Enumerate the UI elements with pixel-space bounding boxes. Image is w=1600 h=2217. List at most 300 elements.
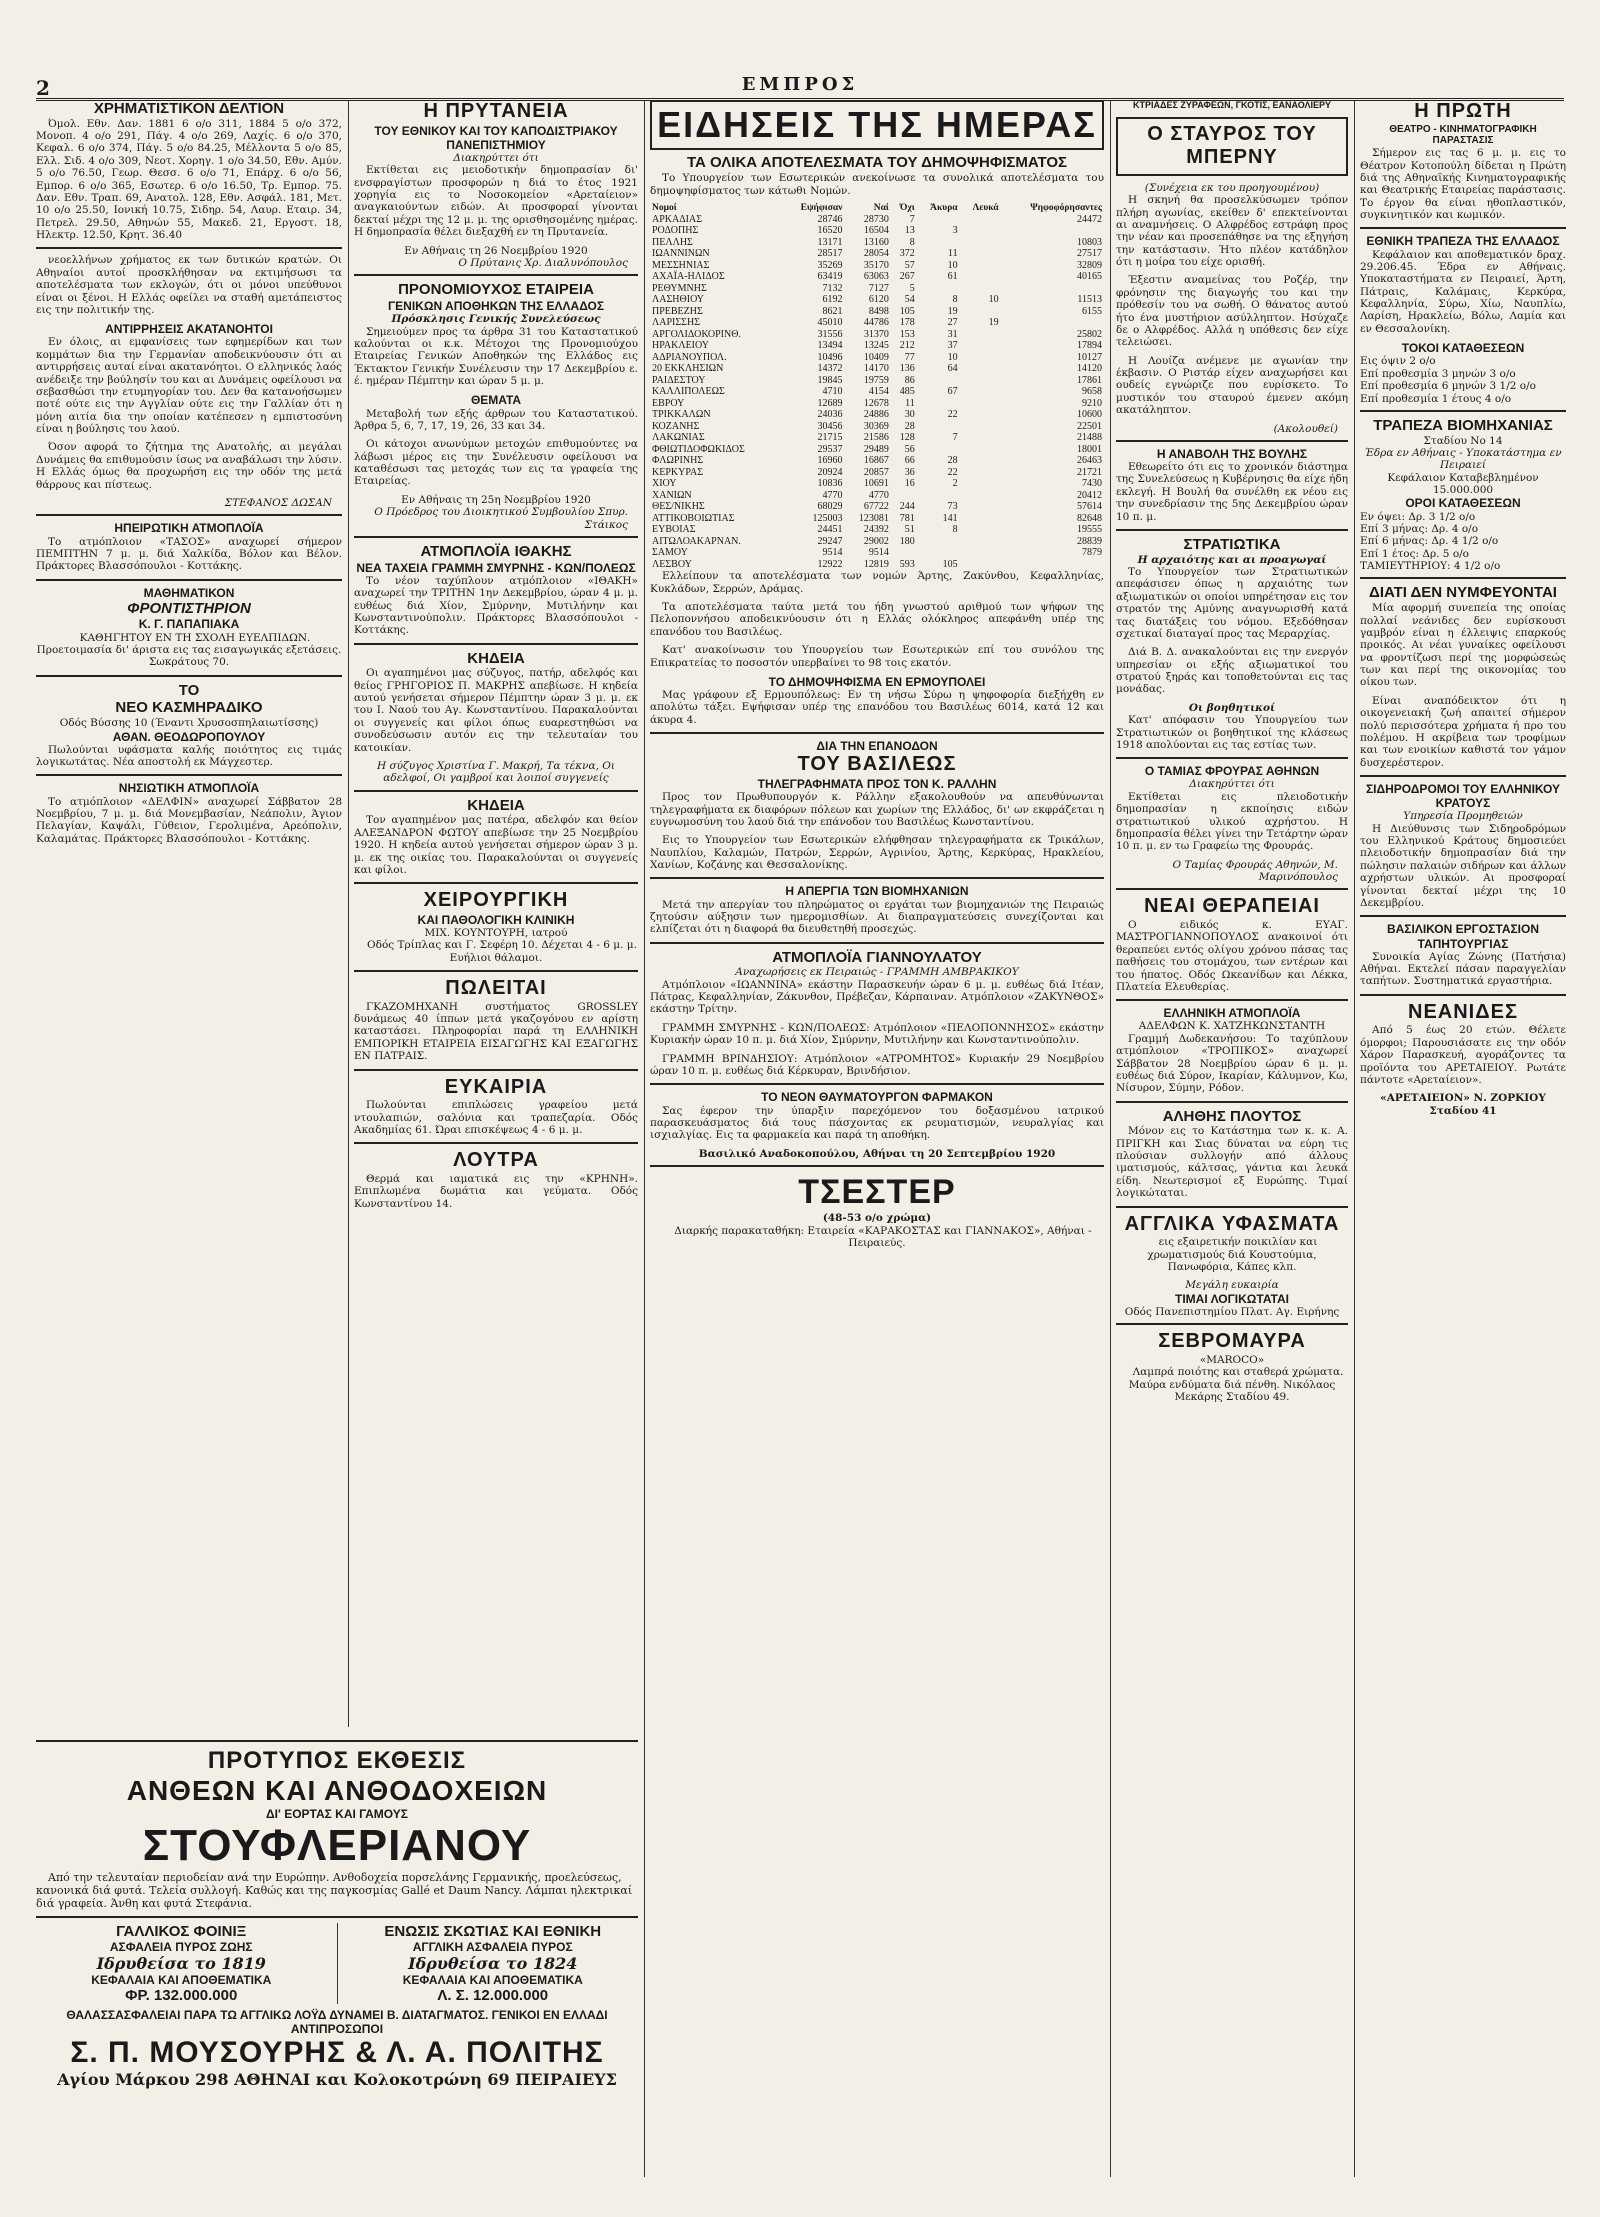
- wealth-title: ΑΛΗΘΗΣ ΠΛΟΥΤΟΣ: [1162, 1107, 1302, 1125]
- table-cell: 25802: [1077, 328, 1102, 340]
- market-text: Όμολ. Εθν. Δαν. 1881 6 ο/ο 311, 1884 5 ο/ο 372, Μονοπ. 4 ο/ο 291, Πάγ. 4 ο/ο 269, Λαχίς. 6 ο/ο 370, Κεφαλ. 6 ο/ο 374, Πάγ. 5 ο/ο 84.25, Μέλλοντα 5 ο/ο 85, Ελλ. Σιδ. 4 ο/ο 309, Νεοτ. Χορηγ. 1 ο/ο 34.50, Εθν. Αμύν. 5 ο/ο 76.50, Γεωρ. Θεσσ. 6 ο/ο 71, Επάρχ. 6 ο/ο 56, Εμπορ. 6 ο/ο 365, Εσωτερ. 6 ο/ο 16.50, Τρ. Εμπορ. 75. Δαν. Εθν. Τραπ. 69, Ανατολ. 128, Εθν. Ασφάλ. 181, Μετ. 10 ο/ο 25.50, Ιονική 10.75, Σιδηρ. 54, Λαυρ. Εταιρ. 34, Πετρελ. 29.50, Αθηνών 55, Μακεδ. 21, Εργοστ. 18, Ηλεκτρ. 12.50, Κρητ. 36.40: [36, 117, 342, 242]
- table-cell: 24036: [817, 409, 843, 421]
- table-cell: 6192: [822, 294, 843, 306]
- table-row: [650, 559, 1104, 571]
- table-cell: 13160: [863, 236, 889, 248]
- ad-kasmir-title: ΤΟ: [178, 681, 200, 699]
- exhibition-title: ΠΡΟΤΥΠΟΣ ΕΚΘΕΣΙΣ: [207, 1747, 467, 1774]
- table-cell: ΜΕΣΣΗΝΙΑΣ: [652, 259, 710, 271]
- table-cell: 12922: [817, 558, 843, 570]
- table-cell: 67: [947, 386, 958, 398]
- table-cell: 19: [947, 305, 958, 317]
- table-cell: 20924: [817, 466, 843, 478]
- table-cell: ΡΑΙΔΕΣΤΟΥ: [652, 374, 706, 386]
- industry-rate: Επί 3 μήνας: Δρ. 4 ο/ο: [1360, 522, 1479, 535]
- fabrics-shop: ΤΙΜΑΙ ΛΟΓΙΚΩΤΑΤΑΙ: [1175, 1291, 1289, 1306]
- rectorate-text: Εκτίθεται εις μειοδοτικήν δημοπρασίαν δι' ενσφραγίστων προσφορών η διά το έτος 1921 χορηγία εις το Νοσοκομείον «Αρεταίειον» αναγκαιούντων ειδών. Αι προσφοραί γίνονται δεκταί μέχρι της 12 μ. μ. της ορισθησομένης ημέρας. Η δημοπρασία θέλει διεξαχθή εν τη Πρυτανεία.: [354, 164, 638, 239]
- table-cell: 10409: [863, 351, 889, 363]
- ad-math-text: ΚΑΘΗΓΗΤΟΥ ΕΝ ΤΗ ΣΧΟΛΗ ΕΥΕΛΠΙΔΩΝ. Προετοιμασία δι' άριστα εις τας εισαγωγικάς εξετάσεις. Σωκράτους 70.: [36, 631, 342, 669]
- funeral-1-family: Η σύζυγος Χριστίνα Γ. Μακρή, Τα τέκνα, Οι αδελφοί, Οι γαμβροί και λοιποί συγγενείς: [376, 759, 616, 785]
- phoenix-sub: ΑΣΦΑΛΕΙΑ ΠΥΡΟΣ ΖΩΗΣ: [109, 1940, 253, 1954]
- column-1: [36, 100, 342, 1727]
- referendum-para-1: Τα αποτελέσματα ταύτα μετά του ήδη γνωστού αριθμού των ψήφων της Πελοποννήσου αποδεικνύουσιν ότι η Ελλάς ολόκληρος απεφάνθη υπέρ της επανόδου του Βασιλέως.: [650, 601, 1104, 638]
- bottom-ads: [36, 1735, 638, 2175]
- table-cell: ΧΙΟΥ: [652, 478, 677, 490]
- table-cell: 10496: [817, 351, 843, 363]
- table-cell: 14170: [863, 363, 889, 375]
- table-cell: 781: [899, 512, 915, 524]
- table-cell: 31556: [817, 328, 843, 340]
- warehouses-sub: ΓΕΝΙΚΩΝ ΑΠΟΘΗΚΩΝ ΤΗΣ ΕΛΛΑΔΟΣ: [387, 298, 605, 313]
- table-cell: 17894: [1077, 340, 1102, 352]
- young-women-sign: «ΑΡΕΤΑΙΕΙΟΝ» Ν. ΖΟΡΚΙΟΥ Σταδίου 41: [1380, 1092, 1546, 1117]
- table-cell: 8: [952, 294, 958, 306]
- treasurer-title: Ο ΤΑΜΙΑΣ ΦΡΟΥΡΑΣ ΑΘΗΝΩΝ: [1144, 764, 1320, 779]
- table-cell: [960, 501, 1001, 513]
- table-cell: [960, 225, 1001, 237]
- warehouses-text: Σημειούμεν προς τα άρθρα 31 του Καταστατικού καλούνται οι κ.κ. Μέτοχοι της Προνομιούχου Εταιρείας Γενικών Αποθηκών της Ελλάδος εις Έκτακτον Γενικήν Συνέλευσιν την 17 Δεκεμβρίου ε. έ. ημέραν Πέμπτην και ώραν 5 μ. μ.: [354, 325, 638, 387]
- table-cell: [960, 214, 1001, 226]
- table-cell: 22: [947, 466, 958, 478]
- table-cell: 5: [909, 282, 915, 294]
- table-cell: [960, 248, 1001, 260]
- opportunity-title: ΕΥΚΑΙΡΙΑ: [444, 1075, 548, 1098]
- ithaca-text: Το νέον ταχύπλουν ατμόπλοιον «ΙΘΑΚΗ» αναχωρεί την ΤΡΙΤΗΝ 1ην Δεκεμβρίου, ώραν 4 μ. μ. ευθέως διά Χίον, Σμύρνην, Μυτιλήνην και Κωνσταντινούπολιν. Πράκτορες Βλασσόπουλοι - Κοττάκης.: [354, 574, 638, 637]
- table-cell: 9514: [822, 547, 843, 559]
- table-row: [650, 547, 1104, 559]
- giannoulatos-text: Ατμόπλοιον «ΙΩΑΝΝΙΝΑ» εκάστην Παρασκευήν ώραν 6 μ. μ. ευθέως διά Ιτέαν, Πάτρας, Κεφαλληνίαν, Ζάκυνθον, Πρέβεζαν, Κάρπαιναν. Ατμόπλοιον «ΖΑΚΥΝΘΟΣ» εκάστην Τρίτην.: [650, 978, 1104, 1016]
- phoenix-title: ΓΑΛΛΙΚΟΣ ΦΟΙΝΙΞ: [116, 1923, 247, 1940]
- warehouses-title: ΠΡΟΝΟΜΙΟΥΧΟΣ ΕΤΑΙΡΕΙΑ: [398, 281, 594, 299]
- subhead-objections: ΑΝΤΙΡΡΗΣΕΙΣ ΑΚΑΤΑΝΟΗΤΟΙ: [105, 322, 273, 337]
- column-4: [1116, 100, 1348, 2177]
- table-cell: 21586: [863, 432, 889, 444]
- ad-math-title: ΜΑΘΗΜΑΤΙΚΟΝ: [143, 585, 235, 600]
- table-cell: 212: [899, 340, 915, 352]
- table-cell: ΚΕΡΚΥΡΑΣ: [652, 466, 704, 478]
- table-cell: ΚΑΛΛΙΠΟΛΕΩΣ: [652, 386, 725, 398]
- table-cell: ΘΕΣ/ΝΙΚΗΣ: [652, 501, 705, 513]
- table-cell: 14120: [1077, 363, 1102, 375]
- table-cell: 10: [947, 351, 958, 363]
- table-cell: 57: [904, 259, 915, 271]
- table-cell: 28054: [863, 248, 889, 260]
- treasurer-text: Εκτίθεται εις πλειοδοτικήν δημοπρασίαν η εκποίησις ειδών στρατιωτικού υλικού αχρήστου. Η δημοπρασία θέλει γίνει την Τετάρτην ώραν 10 π. μ. εν τω Γραφείω της Φρουράς.: [1116, 790, 1348, 853]
- opportunity-text: Πωλούνται επιπλώσεις γραφείου μετά ντουλαπιών, σαλόνια και τραπεζαρία. Οδός Ακαδημίας 61. Ώραι επισκέψεως 4 - 6 μ. μ.: [354, 1099, 638, 1136]
- table-row: [650, 409, 1104, 421]
- bank-rate: Επί προθεσμία 3 μηνών 3 ο/ο: [1360, 367, 1516, 380]
- column-5: [1360, 100, 1566, 2177]
- forsale-title: ΠΩΛΕΙΤΑΙ: [445, 977, 547, 1000]
- table-cell: 37: [947, 340, 958, 352]
- treasurer-sign: Ο Ταμίας Φρουράς Αθηνών, Μ. Μαρινόπουλος: [1172, 858, 1338, 884]
- table-cell: [960, 306, 1001, 318]
- serial-sign: (Ακολουθεί): [1273, 422, 1338, 435]
- referendum-title: ΤΑ ΟΛΙΚΑ ΑΠΟΤΕΛΕΣΜΑΤΑ ΤΟΥ ΔΗΜΟΨΗΦΙΣΜΑΤΟΣ: [686, 154, 1068, 172]
- table-row: [650, 375, 1104, 387]
- table-header-cell: Ναί: [873, 202, 889, 213]
- baths-title: ΛΟΥΤΡΑ: [453, 1149, 539, 1172]
- table-cell: 4154: [868, 386, 889, 398]
- table-cell: ΑΡΚΑΔΙΑΣ: [652, 213, 703, 225]
- table-cell: 17861: [1077, 374, 1102, 386]
- referendum-table: [650, 203, 1104, 570]
- signature: ΣΤΕΦΑΝΟΣ ΔΩΣΑΝ: [224, 496, 332, 509]
- table-cell: 12678: [863, 397, 889, 409]
- sevromavra-title: ΣΕΒΡΟΜΑΥΡΑ: [1158, 1330, 1306, 1353]
- hellenic-lines-title: ΕΛΛΗΝΙΚΗ ΑΤΜΟΠΛΟΪΑ: [1163, 1006, 1301, 1021]
- bank-rates: [1360, 355, 1566, 405]
- table-cell: 10127: [1077, 351, 1102, 363]
- table-cell: 6155: [1082, 305, 1102, 317]
- table-row: [650, 386, 1104, 398]
- referendum-missing: Ελλείπουν τα αποτελέσματα των νομών Άρτης, Ζακύνθου, Κεφαλληνίας, Κυκλάδων, Σερρών, Δράμας.: [650, 570, 1104, 595]
- table-cell: ΧΑΝΙΩΝ: [652, 489, 692, 501]
- table-cell: 20 ΕΚΚΛΗΣΙΩΝ: [652, 363, 724, 375]
- table-cell: 178: [899, 317, 915, 329]
- table-cell: 63063: [863, 271, 889, 283]
- table-cell: 372: [899, 248, 915, 260]
- table-cell: 27: [947, 317, 958, 329]
- giannoulatos-title: ΑΤΜΟΠΛΟΪΑ ΓΙΑΝΝΟΥΛΑΤΟΥ: [772, 948, 982, 966]
- king-return-text-2: Εις το Υπουργείον των Εσωτερικών ελήφθησαν τηλεγραφήματα εκ Τρικάλων, Ναυπλίου, Καλαμών, Πατρών, Σερρών, Αγρινίου, Άρτης, Κερκύρας, Ηρακλείου, Χανίων, Κοζάνης και Θεσσαλονίκης.: [650, 834, 1104, 872]
- hellenic-lines-text: Γραμμή Δωδεκανήσου: Το ταχύπλουν ατμόπλοιον «ΤΡΟΠΙΚΟΣ» αναχωρεί Σάββατον 28 Νοεμβρίου ώραν 6 μ. μ. ευθέως διά Σύρον, Ικαρίαν, Κάλυμνον, Κω, Νίσυρον, Σύμην, Ρόδον.: [1116, 1032, 1348, 1095]
- table-cell: [960, 375, 1001, 387]
- marriage-text: Μία αφορμή συνεπεία της οποίας πολλαί νεάνιδες δεν ευρίσκουσι γαμβρόν είναι η έλλειψις επαρκούς προικός. Αι νέαι γυναίκες οφείλουσι να φροντίζωσι περί της μορφώσεώς των και περί της οικονομίας του οίκου των.: [1360, 602, 1566, 689]
- ad-math-name: Κ. Γ. ΠΑΠΑΠΙΑΚΑ: [138, 617, 240, 632]
- table-cell: 30369: [863, 420, 889, 432]
- serial-text-2: Έξεστιν αναμείνας του Ροζέρ, την φρόνησιν της διαγωγής του και την πρόθεσίν του να σωθή. Ο θάνατος αυτού ήτο ένα μυστήριον ασύλληπτον. Ησύχαζε δε ο Αλφρέδος. Αλλά η υπόθεσις δεν είχε τελειώσει.: [1116, 274, 1348, 349]
- military-text-2: Διά Β. Δ. ανακαλούνται εις την ενεργόν υπηρεσίαν οι εξής αξιωματικοί του στρατού ξηράς και τοποθετούνται εις τας μονάδας.: [1116, 646, 1348, 696]
- table-cell: [960, 536, 1001, 548]
- ad-kasmir-text: Πωλούνται υφάσματα καλής ποιότητος εις τιμάς λογικωτάτας. Νέα αποστολή εκ Μάγχεστερ.: [36, 743, 342, 769]
- table-cell: 244: [899, 501, 915, 513]
- serial-sub: (Συνέχεια εκ του προηγουμένου): [1144, 181, 1320, 194]
- rectorate-subsub: Διακηρύττει ότι: [453, 151, 539, 164]
- young-women-text: Από 5 έως 20 ετών. Θέλετε όμορφοι; Παρουσιάσατε εις την οδόν Χάρον Παρασκευή, αγοράζοντες τα προϊόντα του ΑΡΕΤΑΙΕΙΟΥ. Ρωτάτε πάντοτε «Αρεταίειον».: [1360, 1024, 1566, 1086]
- table-cell: ΑΙΤΩΛΟΑΚΑΡΝΑΝ.: [652, 535, 741, 547]
- table-row: [650, 294, 1104, 306]
- exhibition-sub: ΑΝΘΕΩΝ ΚΑΙ ΑΝΘΟΔΟΧΕΙΩΝ: [126, 1775, 548, 1806]
- table-row: [650, 260, 1104, 272]
- marine-insurance-text: ΘΑΛΑΣΣΑΣΦΑΛΕΙΑΙ ΠΑΡΑ ΤΩ ΑΓΓΛΙΚΩ ΛΟΫΔ ΔΥΝΑΜΕΙ Β. ΔΙΑΤΑΓΜΑΤΟΣ. ΓΕΝΙΚΟΙ ΕΝ ΕΛΛΑΔΙ ΑΝΤΙΠΡΟΣΩΠΟΙ: [66, 2008, 608, 2036]
- hermoupolis-title: ΤΟ ΔΗΜΟΨΗΦΙΣΜΑ ΕΝ ΕΡΜΟΥΠΟΛΕΙ: [768, 674, 986, 689]
- warehouses-sign: Ο Πρόεδρος του Διοικητικού Συμβουλίου Σπυρ. Στάικος: [374, 506, 628, 531]
- table-cell: 16504: [863, 225, 889, 237]
- first-sub: ΘΕΑΤΡΟ - ΚΙΝΗΜΑΤΟΓΡΑΦΙΚΗ ΠΑΡΑΣΤΑΣΙΣ: [1389, 123, 1537, 147]
- first-text: Σήμερον εις τας 6 μ. μ. εις το Θέατρον Κοτοπούλη δίδεται η Πρώτη διά της Αθηναϊκής Κινηματογραφικής και Θεατρικής Εταιρείας παράστασις. Το έργον θα είναι ηθοπλαστικόν, συγκινητικόν και κωμικόν.: [1360, 147, 1566, 222]
- table-cell: 64: [947, 363, 958, 375]
- table-cell: 9658: [1082, 386, 1102, 398]
- king-return-sub: ΤΗΛΕΓΡΑΦΗΜΑΤΑ ΠΡΟΣ ΤΟΝ Κ. ΡΑΛΛΗΝ: [757, 776, 997, 791]
- table-cell: [960, 455, 1001, 467]
- table-cell: ΑΤΤΙΚΟΒΟΙΩΤΙΑΣ: [652, 512, 735, 524]
- table-cell: 21488: [1077, 432, 1102, 444]
- clinic-sub: ΚΑΙ ΠΑΘΟΛΟΓΙΚΗ ΚΛΙΝΙΚΗ: [417, 912, 575, 927]
- scotland-year: Ιδρυθείσα το 1824: [408, 1954, 578, 1973]
- table-cell: 26463: [1077, 455, 1102, 467]
- first-title: Η ΠΡΩΤΗ: [1414, 100, 1512, 122]
- serial-text-3: Η Λουίζα ανέμενε με αγωνίαν την έκβασιν. Ο Ριστάρ είχεν αναχωρήσει και ουδείς εγνώριζε που ευρίσκετο. Το μυστικόν του σταυρού έμενεν ακόμη ακατάληπτον.: [1116, 354, 1348, 417]
- ad-math-sub: ΦΡΟΝΤΙΣΤΗΡΙΟΝ: [127, 599, 251, 617]
- scotland-sub: ΑΓΓΛΙΚΗ ΑΣΦΑΛΕΙΑ ΠΥΡΟΣ: [412, 1940, 573, 1954]
- table-cell: 11: [905, 397, 915, 409]
- table-cell: 20857: [863, 466, 889, 478]
- giannoulatos-sub: Αναχωρήσεις εκ Πειραιώς - ΓΡΑΜΜΗ ΑΜΒΡΑΚΙΚΟΥ: [735, 966, 1019, 979]
- bank-rate: Επί προθεσμία 1 έτους 4 ο/ο: [1360, 392, 1512, 405]
- table-cell: 16: [904, 478, 915, 490]
- table-header-cell: Άκυρα: [930, 202, 958, 213]
- clinic-text: Οδός Τρίπλας και Γ. Σεφέρη 10. Δέχεται 4 - 6 μ. μ. Ευήλιοι θάλαμοι.: [367, 939, 637, 964]
- table-cell: 29489: [863, 443, 889, 455]
- table-cell: 593: [899, 558, 915, 570]
- table-cell: 14372: [817, 363, 843, 375]
- table-cell: 77: [904, 351, 915, 363]
- marriage-text-2: Είναι αναπόδεικτον ότι η οικογενειακή ζωή απαιτεί σήμερον πολύ περισσότερα χρήματα ή προ του πολέμου. Η ακρίβεια των τροφίμων και των ενοικίων καθιστά τον γάμον δυσχερέστερον.: [1360, 694, 1566, 769]
- table-cell: 68029: [817, 501, 843, 513]
- table-cell: 267: [899, 271, 915, 283]
- table-cell: 57614: [1077, 501, 1102, 513]
- industry-rate: ΤΑΜΙΕΥΤΗΡΙΟΥ: 4 1/2 ο/ο: [1360, 560, 1501, 573]
- warehouses-subsub: Πρόσκλησις Γενικής Συνελεύσεως: [391, 313, 601, 326]
- phoenix-amount: ΦΡ. 132.000.000: [125, 1987, 238, 2004]
- table-row: [650, 455, 1104, 467]
- phoenix-cap: ΚΕΦΑΛΑΙΑ ΚΑΙ ΑΠΟΘΕΜΑΤΙΚΑ: [91, 1973, 272, 1987]
- table-cell: ΑΧΑΪΑ-ΗΛΙΔΟΣ: [652, 271, 725, 283]
- table-cell: 28: [947, 455, 958, 467]
- industry-bank-text: Κεφάλαιον Καταβεβλημένον 15.000.000: [1387, 471, 1539, 497]
- table-cell: 21721: [1077, 466, 1102, 478]
- table-cell: 31: [947, 328, 958, 340]
- news-text: νεοελλήνων χρήματος εκ των δυτικών κρατών. Οι Αθηναίοι αυτοί προσκλήθησαν να εκτιμήσωσι τα αποτελέσματα των εκλογών, ότι οι μόνοι υπεύθυνοι είναι οι ξένοι. Η Ελλάς οφείλει να σταθή αμετάπειστος εις την πολιτικήν της.: [36, 254, 342, 316]
- table-cell: 4770: [822, 489, 843, 501]
- table-cell: 29002: [863, 535, 889, 547]
- table-cell: 12819: [863, 558, 889, 570]
- page-number: 2: [36, 76, 50, 100]
- ad-epirus-title: ΗΠΕΙΡΩΤΙΚΗ ΑΤΜΟΠΛΟΪΑ: [114, 521, 264, 536]
- table-row: [650, 478, 1104, 490]
- table-row: [650, 225, 1104, 237]
- table-cell: 7132: [822, 282, 843, 294]
- table-cell: [960, 524, 1001, 536]
- king-return-big: ΤΟΥ ΒΑΣΙΛΕΩΣ: [797, 753, 957, 776]
- table-row: [650, 283, 1104, 295]
- table-cell: 21715: [817, 432, 843, 444]
- baths-text: Θερμά και ιαματικά εις την «ΚΡΗΝΗ». Επιπλωμένα δωμάτια και γεύματα. Οδός Κωνσταντίνου 14.: [354, 1172, 638, 1210]
- funeral-2-title: ΚΗΔΕΙΑ: [467, 796, 525, 814]
- table-cell: 13171: [817, 236, 843, 248]
- table-cell: 44786: [863, 317, 889, 329]
- table-cell: 24451: [817, 524, 843, 536]
- table-cell: 11: [947, 248, 958, 260]
- table-cell: 12689: [817, 397, 843, 409]
- objections-text-2: Όσον αφορά το ζήτημα της Ανατολής, αι μεγάλαι Δυνάμεις θα επιθυμούσιν ίσως να αναβάλωσι την λύσιν. Η Ελλάς όμως θα προχωρήση εις την οδόν της μετά θάρρους και πίστεως.: [36, 441, 342, 491]
- table-cell: 86: [904, 374, 915, 386]
- table-header-cell: Νομοί: [652, 202, 677, 213]
- table-cell: ΗΡΑΚΛΕΙΟΥ: [652, 340, 709, 352]
- table-cell: 7: [909, 213, 915, 225]
- objections-text: Εν όλοις, αι εμφανίσεις των εφημερίδων και των κομμάτων δια την Γερμανίαν αποδεικνύουσιν ότι αι αντιρρήσεις αυταί είναι ακατανόητοι. Ο ελληνικός λαός ανέδειξε την βούλησίν του και αι Δυνάμεις οφείλουσι να σεβασθώσι την ετυμηγορίαν του. Δεν θα κατανοήσωμεν ποτέ ούτε εις την Αγγλίαν ούτε εις την Γαλλίαν ότι η μόνη αιτία δια την οποίαν κατέπεσεν η εμπιστοσύνη είναι η βούλησις του λαού.: [36, 336, 342, 436]
- forsale-text: ΓΚΑΖΟΜΗΧΑΝΗ συστήματος GROSSLEY δυνάμεως 40 ίππων μετά γκαζογόνου εν αρίστη καταστάσει. Πληροφορίαι παρά τη ΕΛΛΗΝΙΚΗ ΕΜΠΟΡΙΚΗ ΕΤΑΙΡΕΙΑ ΕΙΣΑΓΩΓΗΣ ΚΑΙ ΕΞΑΓΩΓΗΣ ΕΝ ΠΑΤΡΑΙΣ.: [354, 1000, 638, 1063]
- warehouses-text-2: Μεταβολή των εξής άρθρων του Καταστατικού. Άρθρα 5, 6, 7, 17, 19, 26, 33 και 34.: [354, 407, 638, 432]
- insurance-agents: Σ. Π. ΜΟΥΣΟΥΡΗΣ & Λ. Α. ΠΟΛΙΤΗΣ: [70, 2036, 604, 2069]
- table-cell: 7879: [1082, 547, 1102, 559]
- industry-bank-sub-3: ΟΡΟΙ ΚΑΤΑΘΕΣΕΩΝ: [1405, 496, 1521, 511]
- table-cell: [960, 409, 1001, 421]
- table-row: [650, 352, 1104, 364]
- table-cell: 123081: [858, 512, 889, 524]
- therapies-title: ΝΕΑΙ ΘΕΡΑΠΕΙΑΙ: [1144, 895, 1320, 918]
- carpet-text: Συνοικία Αγίας Ζώνης (Πατήσια) Αθήναι. Εκτελεί πάσαν παραγγελίαν ταπήτων. Συστηματικά εργαστήρια.: [1360, 950, 1566, 988]
- warehouses-text-3: Οι κάτοχοι ανωνύμων μετοχών επιθυμούντες να λάβωσι μέρος εις την Συνέλευσιν οφείλουσι να καταθέσωσι τας μετοχάς των εις τα γραφεία της Εταιρείας.: [354, 438, 638, 488]
- industry-bank-sub-2: Έδρα εν Αθήναις - Υποκατάστημα εν Πειραιεί: [1364, 446, 1562, 472]
- table-cell: 28839: [1077, 535, 1102, 547]
- table-cell: [917, 214, 960, 226]
- railways-title: ΣΙΔΗΡΟΔΡΟΜΟΙ ΤΟΥ ΕΛΛΗΝΙΚΟΥ ΚΡΑΤΟΥΣ: [1365, 782, 1561, 811]
- scotland-amount: Λ. Σ. 12.000.000: [437, 1987, 549, 2004]
- table-cell: 29537: [817, 443, 843, 455]
- table-row: [650, 467, 1104, 479]
- ad-kasmir-addr: Οδός Βύσσης 10 (Έναντι Χρυσοσπηλαιωτίσσης): [59, 717, 319, 730]
- table-cell: [960, 340, 1001, 352]
- table-cell: 24392: [863, 524, 889, 536]
- table-cell: 10691: [863, 478, 889, 490]
- table-cell: 19845: [817, 374, 843, 386]
- medicine-text: Σας έφερον την ύπαρξιν παρεχόμενον του δοξασμένου ιατρικού παρασκευάσματος διά τους πάσχοντας εκ ρευματισμών, νευραλγίας και ισχιαλγίας. Εις τα φαρμακεία και παρά τη αποθήκη.: [650, 1104, 1104, 1142]
- table-cell: ΕΥΒΟΙΑΣ: [652, 524, 696, 536]
- strike-text: Μετά την απεργίαν του πληρώματος οι εργάται των βιομηχανιών της Πειραιώς ζητούσιν αύξησιν των ημερομισθίων. Αι διαπραγματεύσεις συνεχίζονται και ελπίζεται ότι η διαφορά θα διευθετηθή προσεχώς.: [650, 898, 1104, 936]
- warehouses-sect: ΘΕΜΑΤΑ: [470, 393, 522, 408]
- insurance-phoenix: [36, 1923, 327, 2004]
- table-cell: [1001, 283, 1104, 295]
- table-cell: 24886: [863, 409, 889, 421]
- table-cell: 66: [904, 455, 915, 467]
- table-cell: [960, 386, 1001, 398]
- table-cell: 61: [947, 271, 958, 283]
- chester-sub: (48-53 ο/ο χρώμα): [822, 1212, 932, 1225]
- table-cell: 32809: [1077, 259, 1102, 271]
- table-cell: [1001, 225, 1104, 237]
- exhibition-name: ΣΤΟΥΦΛΕΡΙΑΝΟΥ: [142, 1821, 532, 1870]
- table-cell: 30: [904, 409, 915, 421]
- railways-sub: Υπηρεσία Προμηθειών: [1403, 810, 1523, 823]
- table-cell: [960, 513, 1001, 525]
- table-cell: [960, 329, 1001, 341]
- industry-rate: Εν όψει: Δρ. 3 1/2 ο/ο: [1360, 510, 1476, 523]
- insurance-addr: Αγίου Μάρκου 298 ΑΘΗΝΑΙ και Κολοκοτρώνη 69 ΠΕΙΡΑΙΕΥΣ: [57, 2070, 617, 2089]
- king-return-text: Προς τον Πρωθυπουργόν κ. Ράλλην εξακολουθούν να απευθύνωνται τηλεγραφήματα εκ διαφόρων πόλεων και χωρίων της Ελλάδος, δι' ων εκφράζεται η ευγνωμοσύνη του λαού διά την επάνοδον του Βασιλέως Κωνσταντίνου.: [650, 791, 1104, 828]
- clinic-name: ΜΙΧ. ΚΟΥΝΤΟΥΡΗ, ιατρού: [424, 927, 568, 939]
- referendum-para-2: Κατ' ανακοίνωσιν του Υπουργείου των Εσωτερικών επί του συνόλου της Επικρατείας το ποσοστόν υπερβαίνει το 98 τοις εκατόν.: [650, 644, 1104, 669]
- table-cell: 8498: [868, 305, 889, 317]
- table-row: [650, 501, 1104, 513]
- strike-title: Η ΑΠΕΡΓΙΑ ΤΩΝ ΒΙΟΜΗΧΑΝΙΩΝ: [785, 884, 969, 899]
- serial-top-title: ΚΤΡΙΑΔΕΣ ΖΥΡΑΦΕΩΝ, ΓΚΟΤΙΣ, ΕΑΝΑΟΛΙΕΡΥ: [1133, 100, 1331, 110]
- table-cell: ΦΛΩΡΙΝΗΣ: [652, 455, 704, 467]
- serial-title: Ο ΣΤΑΥΡΟΣ ΤΟΥ ΜΠΕΡΝΥ: [1116, 117, 1348, 176]
- bank-title: ΕΘΝΙΚΗ ΤΡΑΠΕΖΑ ΤΗΣ ΕΛΛΑΔΟΣ: [1366, 234, 1560, 249]
- table-cell: [917, 547, 960, 559]
- table-cell: 45010: [817, 317, 843, 329]
- table-cell: 180: [899, 535, 915, 547]
- serial-text: Η σκηνή θα προσελκύσωμεν τρόπον πλήρη αγωνίας, εκείθεν δ' επεκτείνονται αι αναμνήσεις. Ο Αλφρέδος εστράφη προς την νέαν και προσεπάθησε να της εξηγήση την κατάστασιν. Ήτο πλέον κατάδηλον ότι η μοίρα του είχε ορισθή.: [1116, 194, 1348, 269]
- ithaca-title: ΑΤΜΟΠΛΟΪΑ ΙΘΑΚΗΣ: [420, 542, 572, 560]
- table-row: [650, 421, 1104, 433]
- table-cell: 125003: [812, 512, 843, 524]
- bank-rate: Επί προθεσμία 6 μηνών 3 1/2 ο/ο: [1360, 380, 1536, 393]
- table-cell: 13494: [817, 340, 843, 352]
- table-cell: 82648: [1077, 512, 1102, 524]
- fabrics-addr: Οδός Πανεπιστημίου Πλατ. Αγ. Ειρήνης: [1124, 1305, 1340, 1318]
- table-cell: ΛΑΣΗΘΙΟΥ: [652, 294, 705, 306]
- parliament-text: Εθεωρείτο ότι εις το χρονικόν διάστημα της Συνελεύσεως η Κυβέρνησις θα είχε ήδη εκλεγή. Η Βουλή θα συνέλθη εκ νέου εις την συνεδρίασιν της 5ης Δεκεμβρίου ώραν 10 π. μ.: [1116, 461, 1348, 523]
- ad-epirus-text: Το ατμόπλοιον «ΤΑΣΟΣ» αναχωρεί σήμερον ΠΕΜΠΤΗΝ 7 μ. μ. διά Χαλκίδα, Βόλον και Βέλον. Πράκτορες Βλασσόπουλοι - Κοττάκης.: [36, 535, 342, 573]
- bank-text: Κεφάλαιον και αποθεματικόν δραχ. 29.206.45. Έδρα εν Αθήναις. Υποκαταστήματα εν Πειραιεί, Άρτη, Πάτραις, Καλάμαις, Κερκύρα, Κεφαλληνία, Σύρω, Χίω, Ναυπλίω, Λαρίση, Ηρακλείω, Βόλω, Λαμία και εν Θεσσαλονίκη.: [1360, 248, 1566, 335]
- table-cell: [917, 375, 960, 387]
- table-cell: [960, 467, 1001, 479]
- table-cell: 22501: [1077, 420, 1102, 432]
- paper-name: ΕΜΠΡΟΣ: [741, 74, 859, 95]
- scotland-cap: ΚΕΦΑΛΑΙΑ ΚΑΙ ΑΠΟΘΕΜΑΤΙΚΑ: [402, 1973, 583, 1987]
- table-cell: 10: [947, 259, 958, 271]
- referendum-intro: Το Υπουργείον των Εσωτερικών ανεκοίνωσε τα συνολικά αποτελέσματα του δημοψηφίσματος των κάτωθι Νομών.: [650, 172, 1104, 197]
- table-cell: [917, 421, 960, 433]
- table-cell: 35170: [863, 259, 889, 271]
- table-cell: 13245: [863, 340, 889, 352]
- table-cell: [960, 547, 1001, 559]
- table-cell: [917, 444, 960, 456]
- table-row: [650, 444, 1104, 456]
- table-cell: [960, 271, 1001, 283]
- table-cell: 9514: [868, 547, 889, 559]
- table-cell: 19: [988, 317, 999, 329]
- giannoulatos-text-2: ΓΡΑΜΜΗ ΣΜΥΡΝΗΣ - ΚΩΝ/ΠΟΛΕΩΣ: Ατμόπλοιον «ΠΕΛΟΠΟΝΝΗΣΟΣ» εκάστην Κυριακήν ώραν 10 π. μ. διά Χίον, Σμύρνην, Μυτιλήνην και Κωνσταντινούπολιν.: [650, 1021, 1104, 1047]
- table-cell: 28730: [863, 213, 889, 225]
- table-cell: 141: [942, 512, 958, 524]
- hermoupolis-text: Μας γράφουν εξ Ερμουπόλεως: Εν τη νήσω Σύρω η ψηφοφορία διεξήχθη εν απολύτω τάξει. Εψήφισαν υπέρ της επανόδου του Βασιλέως 6014, κατά 12 και άκυρα 4.: [650, 689, 1104, 726]
- giannoulatos-text-3: ΓΡΑΜΜΗ ΒΡΙΝΔΗΣΙΟΥ: Ατμόπλοιον «ΑΤΡΟΜΗΤΟΣ» Κυριακήν 29 Νοεμβρίου ώραν 10 π. μ. ευθέως διά Κέρκυραν, Βρινδήσιον.: [650, 1052, 1104, 1077]
- table-cell: 29247: [817, 535, 843, 547]
- industry-rate: Επί 6 μήνας: Δρ. 4 1/2 ο/ο: [1360, 535, 1499, 548]
- table-cell: 11513: [1077, 294, 1102, 306]
- table-cell: 27517: [1077, 248, 1102, 260]
- medicine-sign: Βασιλικό Αναδοκοπούλου, Αθήναι τη 20 Σεπτεμβρίου 1920: [698, 1147, 1056, 1160]
- bank-sub: ΤΟΚΟΙ ΚΑΤΑΘΕΣΕΩΝ: [1401, 341, 1525, 356]
- table-row: [650, 340, 1104, 352]
- rectorate-sign: Ο Πρύτανις Χρ. Διαλυνόπουλος: [458, 256, 628, 269]
- table-cell: 10836: [817, 478, 843, 490]
- parliament-title: Η ΑΝΑΒΟΛΗ ΤΗΣ ΒΟΥΛΗΣ: [1156, 446, 1308, 461]
- table-cell: 105: [899, 305, 915, 317]
- table-cell: [960, 444, 1001, 456]
- table-cell: [960, 363, 1001, 375]
- ad-kasmir-name: ΝΕΟ ΚΑΣΜΗΡΑΔΙΚΟ: [115, 699, 263, 717]
- table-cell: 30456: [817, 420, 843, 432]
- table-cell: 10803: [1077, 236, 1102, 248]
- rectorate-sub: ΤΟΥ ΕΘΝΙΚΟΥ ΚΑΙ ΤΟΥ ΚΑΠΟΔΙΣΤΡΙΑΚΟΥ ΠΑΝΕΠΙΣΤΗΜΙΟΥ: [374, 123, 618, 152]
- fabrics-text: εις εξαιρετικήν ποικιλίαν και χρωματισμούς διά Κουστούμια, Πανωφόρια, Κάπες κλπ.: [1147, 1236, 1318, 1273]
- table-header-cell: Ψηφοφόρησαντες: [1030, 202, 1102, 213]
- table-row: [650, 490, 1104, 502]
- military-sub-2: Οι βοηθητικοί: [1188, 701, 1276, 714]
- table-cell: 10600: [1077, 409, 1102, 421]
- table-cell: 8: [909, 236, 915, 248]
- chester-title: ΤΣΕΣΤΕΡ: [798, 1173, 956, 1212]
- table-row: [650, 237, 1104, 249]
- table-cell: ΠΡΕΒΕΖΗΣ: [652, 305, 703, 317]
- table-cell: 51: [904, 524, 915, 536]
- table-cell: ΛΑΡΙΣΣΗΣ: [652, 317, 701, 329]
